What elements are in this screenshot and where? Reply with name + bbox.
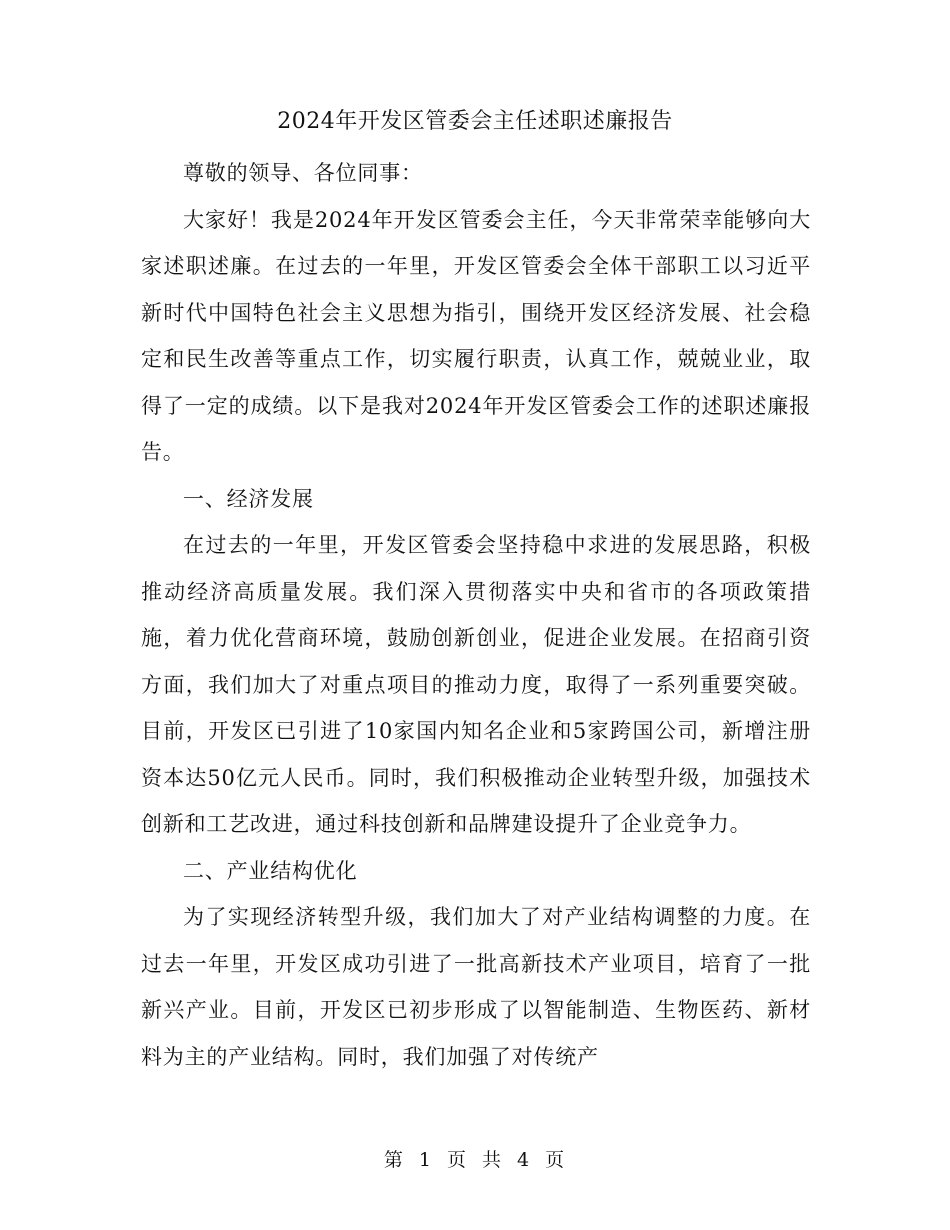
economy-paragraph: 在过去的一年里，开发区管委会坚持稳中求进的发展思路，积极推动经济高质量发展。我们深入贯彻落实中央和省市的各项政策措施，着力优化营商环境，鼓励创新创业，促进企业发展。在招商引资方面，我们加大了对重点项目的推动力度，取得了一系列重要突破。目前，开发区已引进了10家国内知名企业和5家跨国公司，新增注册资本达50亿元人民币。同时，我们积极推动企业转型升级，加强技术创新和工艺改进，通过科技创新和品牌建设提升了企业竞争力。 — [141, 533, 811, 836]
intro-paragraph: 大家好！我是2024年开发区管委会主任，今天非常荣幸能够向大家述职述廉。在过去的一年里，开发区管委会全体干部职工以习近平新时代中国特色社会主义思想为指引，围绕开发区经济发展、社会稳定和民生改善等重点工作，切实履行职责，认真工作，兢兢业业，取得了一定的成绩。以下是我对2024年开发区管委会工作的述职述廉报告。 — [141, 207, 811, 464]
salutation-paragraph: 尊敬的领导、各位同事： — [183, 161, 423, 185]
document-body — [141, 150, 811, 1080]
industry-paragraph: 为了实现经济转型升级，我们加大了对产业结构调整的力度。在过去一年里，开发区成功引进了一批高新技术产业项目，培育了一批新兴产业。目前，开发区已初步形成了以智能制造、生物医药、新材料为主的产业结构。同时，我们加强了对传统产 — [141, 905, 811, 1069]
page-number-footer: 第 1 页 共 4 页 — [383, 1149, 567, 1171]
section-heading-economy: 一、经济发展 — [183, 486, 314, 511]
document-title: 2024年开发区管委会主任述职述廉报告 — [277, 109, 673, 134]
section-heading-industry: 二、产业结构优化 — [183, 858, 358, 883]
